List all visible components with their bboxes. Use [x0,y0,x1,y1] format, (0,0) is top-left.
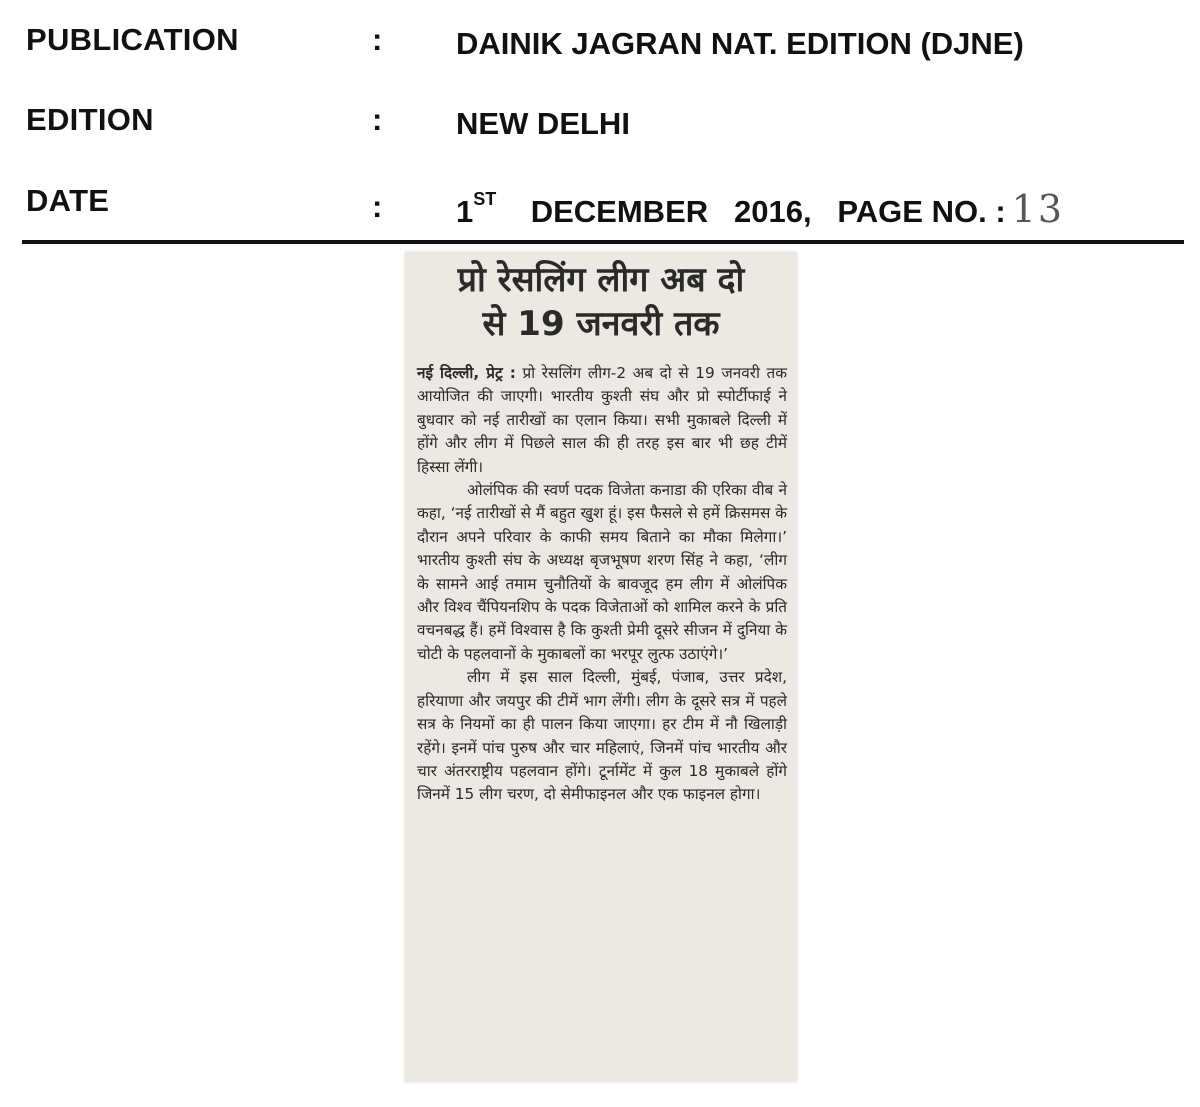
date-row [0,183,1200,233]
article-paragraph-1 [417,362,787,479]
article-paragraph-1-text: प्रो रेसलिंग लीग-2 अब दो से 19 जनवरी तक आयोजित की जाएगी। भारतीय कुश्ती संघ और प्रो स्पोर्टीफाई ने बुधवार को नई तारीखों का एलान किया। सभी मुकाबले दिल्ली में होंगे और लीग में पिछले साल की ही तरह इस बार भी छह टीमें हिस्सा लेंगी। [417,364,787,476]
edition-colon: : [372,102,383,137]
article-dateline: नई दिल्ली, प्रेट्र : [417,364,516,382]
article-body [417,362,787,807]
page-label: PAGE NO. : [837,194,1006,229]
publication-value: DAINIK JAGRAN NAT. EDITION (DJNE) [456,26,1024,61]
edition-row [0,102,1200,152]
publication-row [0,22,1200,72]
headline-line-2: से 19 जनवरी तक [482,304,720,344]
news-clipping [405,252,797,1082]
headline-line-1: प्रो रेसलिंग लीग अब दो [457,260,745,300]
article-paragraph-2: ओलंपिक की स्वर्ण पदक विजेता कनाडा की एरिका वीब ने कहा, ‘नई तारीखों से मैं बहुत खुश हूं। इस फैसले से हमें क्रिसमस के दौरान अपने परिवार के काफी समय बिताने का मौका मिलेगा।’ भारतीय कुश्ती संघ के अध्यक्ष बृजभूषण शरण सिंह ने कहा, ‘लीग के सामने आई तमाम चुनौतियों के बावजूद हम लीग में ओलंपिक और विश्व चैंपियनशिप के पदक विजेताओं को शामिल करने के प्रति वचनबद्ध हैं। हमें विश्वास है कि कुश्ती प्रेमी दूसरे सीजन में दुनिया के चोटी के पहलवानों के मुकाबलों का भरपूर लुत्फ उठाएंगे।’ [417,481,787,663]
article-headline [405,258,797,346]
publication-label: PUBLICATION [26,22,239,57]
edition-label: EDITION [26,102,154,137]
date-colon: : [372,189,383,224]
date-month-year: DECEMBER 2016, [530,194,812,229]
date-day: 1ST [456,188,497,229]
date-value [456,187,1064,231]
edition-value: NEW DELHI [456,106,630,141]
publication-header [0,0,1200,250]
date-label: DATE [26,183,110,218]
page-number-handwritten: 13 [1011,187,1064,231]
publication-colon: : [372,22,383,57]
article-paragraph-3: लीग में इस साल दिल्ली, मुंबई, पंजाब, उत्तर प्रदेश, हरियाणा और जयपुर की टीमें भाग लेंगी। लीग के दूसरे सत्र में पहले सत्र के नियमों का ही पालन किया जाएगा। हर टीम में नौ खिलाड़ी रहेंगे। इनमें पांच पुरुष और चार महिलाएं, जिनमें पांच भारतीय और चार अंतरराष्ट्रीय पहलवान होंगे। टूर्नामेंट में कुल 18 मुकाबले होंगे जिनमें 15 लीग चरण, दो सेमीफाइनल और एक फाइनल होगा। [417,668,787,804]
header-divider [22,240,1184,244]
date-day-suffix: ST [473,188,497,209]
